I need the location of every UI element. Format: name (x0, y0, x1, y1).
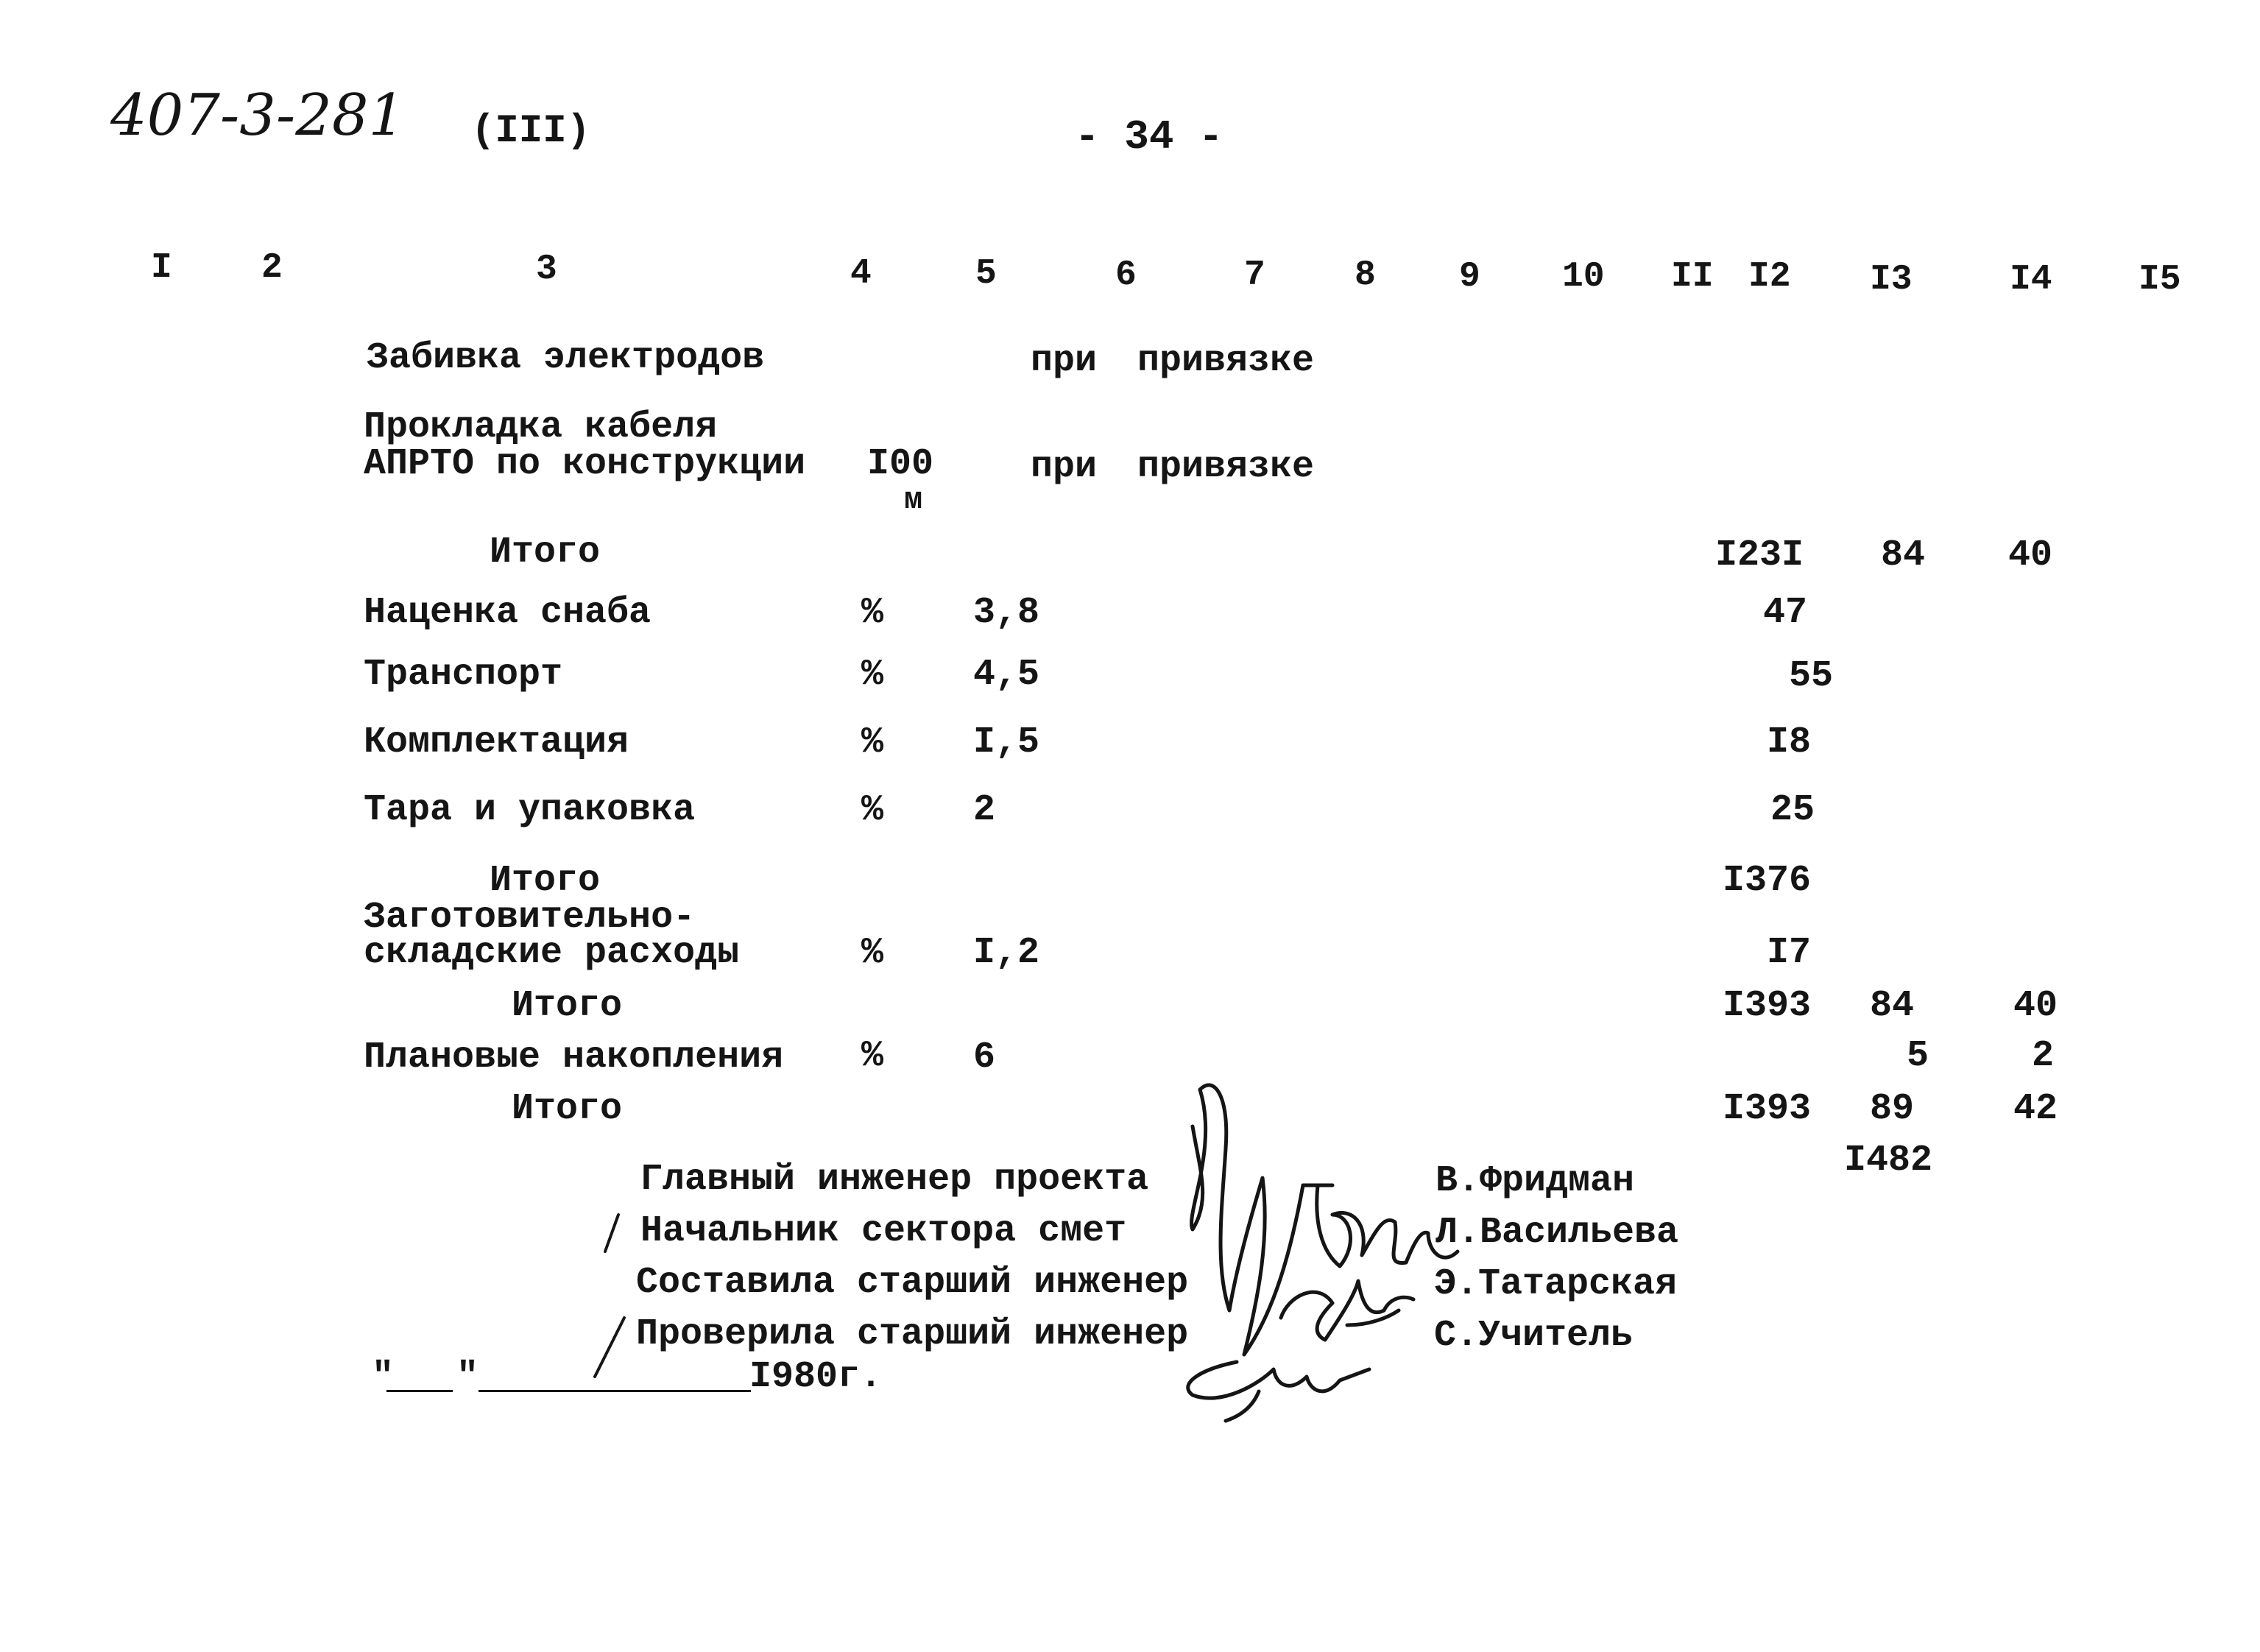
unit-percent: % (861, 592, 884, 634)
cell-col6: при (1031, 446, 1098, 488)
date-year: I980г. (749, 1356, 883, 1398)
column-number: 2 (261, 248, 283, 288)
column-number: II (1671, 257, 1714, 297)
rate-value: 4,5 (973, 654, 1040, 696)
cell-col12: I393 (1723, 985, 1812, 1027)
row-name: Наценка снаба (364, 592, 651, 634)
volume-mark: (III) (471, 109, 591, 154)
date-blank-day (386, 1390, 453, 1392)
row-name: Итого (512, 985, 623, 1027)
row-name: Тара и упаковка (364, 789, 696, 831)
row-name-cont: складские расходы (364, 932, 740, 974)
cell-col12: I8 (1767, 721, 1812, 763)
column-number: I2 (1748, 257, 1791, 297)
signatory-role: Главный инженер проекта (640, 1159, 1149, 1201)
check-mark-icon (589, 1207, 633, 1399)
row-name: Забивка электродов (367, 337, 765, 379)
signatory-role: Составила старший инженер (636, 1262, 1189, 1304)
signatory-name: Э.Татарская (1434, 1263, 1678, 1305)
column-number: 5 (975, 254, 997, 294)
column-number: I4 (2010, 260, 2052, 300)
cell-col12: 47 (1763, 592, 1808, 634)
cell-col13: 89 (1870, 1088, 1915, 1130)
row-name: Комплектация (364, 721, 629, 763)
handwritten-signature-icon (1148, 1045, 1531, 1428)
cell-col12: I7 (1767, 932, 1812, 974)
rate-value: I,2 (973, 932, 1040, 974)
cell-col14: 40 (2008, 534, 2053, 576)
signatory-role: Проверила старший инженер (636, 1313, 1189, 1355)
unit-percent: % (861, 932, 884, 974)
column-number: 8 (1355, 255, 1376, 295)
rate-value: 3,8 (973, 592, 1040, 634)
row-name: Транспорт (364, 654, 563, 696)
unit-qty: I00 (867, 443, 934, 485)
row-name: Прокладка кабеля (364, 406, 718, 448)
cell-col12: I23I (1715, 534, 1804, 576)
cell-col13: 84 (1870, 985, 1915, 1027)
column-number: I5 (2139, 260, 2181, 300)
unit-percent: % (861, 1035, 884, 1077)
page-number: - 34 - (1075, 113, 1223, 160)
rate-value: I,5 (973, 721, 1040, 763)
cell-col13: 84 (1881, 534, 1926, 576)
cell-col12: I393 (1723, 1088, 1812, 1130)
cell-col14: 2 (2032, 1035, 2055, 1077)
cell-col7: привязке (1137, 446, 1315, 488)
document-number: 407-3-281 (110, 82, 406, 149)
unit-percent: % (861, 789, 884, 831)
unit-measure: м (904, 482, 923, 518)
column-number: 3 (536, 250, 557, 289)
cell-col13: 5 (1907, 1035, 1929, 1077)
date-blank-month (479, 1390, 751, 1392)
column-number: I (151, 248, 172, 288)
signatory-name: С.Учитель (1434, 1315, 1634, 1357)
date-quote-close: " (456, 1356, 479, 1398)
cell-col12: 55 (1789, 655, 1834, 697)
row-name-cont: АПРТО по конструкции (364, 443, 806, 485)
date-quote-open: " (372, 1356, 395, 1398)
row-name: Итого (512, 1088, 623, 1130)
cell-col12: I376 (1723, 860, 1812, 902)
signatory-name: В.Фридман (1436, 1160, 1635, 1202)
cell-col14: 42 (2013, 1088, 2058, 1130)
signatory-name: Л.Васильева (1436, 1212, 1679, 1254)
column-number: I3 (1870, 260, 1913, 300)
row-name: Заготовительно- (364, 897, 696, 939)
column-number: 7 (1244, 255, 1265, 295)
grand-total: I482 (1844, 1140, 1933, 1182)
cell-col14: 40 (2013, 985, 2058, 1027)
cell-col6: при (1031, 340, 1098, 382)
column-number: 9 (1459, 257, 1480, 297)
row-name: Плановые накопления (364, 1037, 784, 1079)
signatory-role: Начальник сектора смет (640, 1210, 1127, 1252)
row-name: Итого (490, 532, 601, 573)
column-number: 10 (1562, 257, 1605, 297)
column-number: 6 (1115, 255, 1137, 295)
cell-col7: привязке (1137, 340, 1315, 382)
cell-col12: 25 (1770, 789, 1815, 831)
rate-value: 6 (973, 1037, 996, 1079)
unit-percent: % (861, 654, 884, 696)
column-number: 4 (850, 254, 872, 294)
unit-percent: % (861, 721, 884, 763)
row-name: Итого (490, 860, 601, 902)
rate-value: 2 (973, 789, 996, 831)
